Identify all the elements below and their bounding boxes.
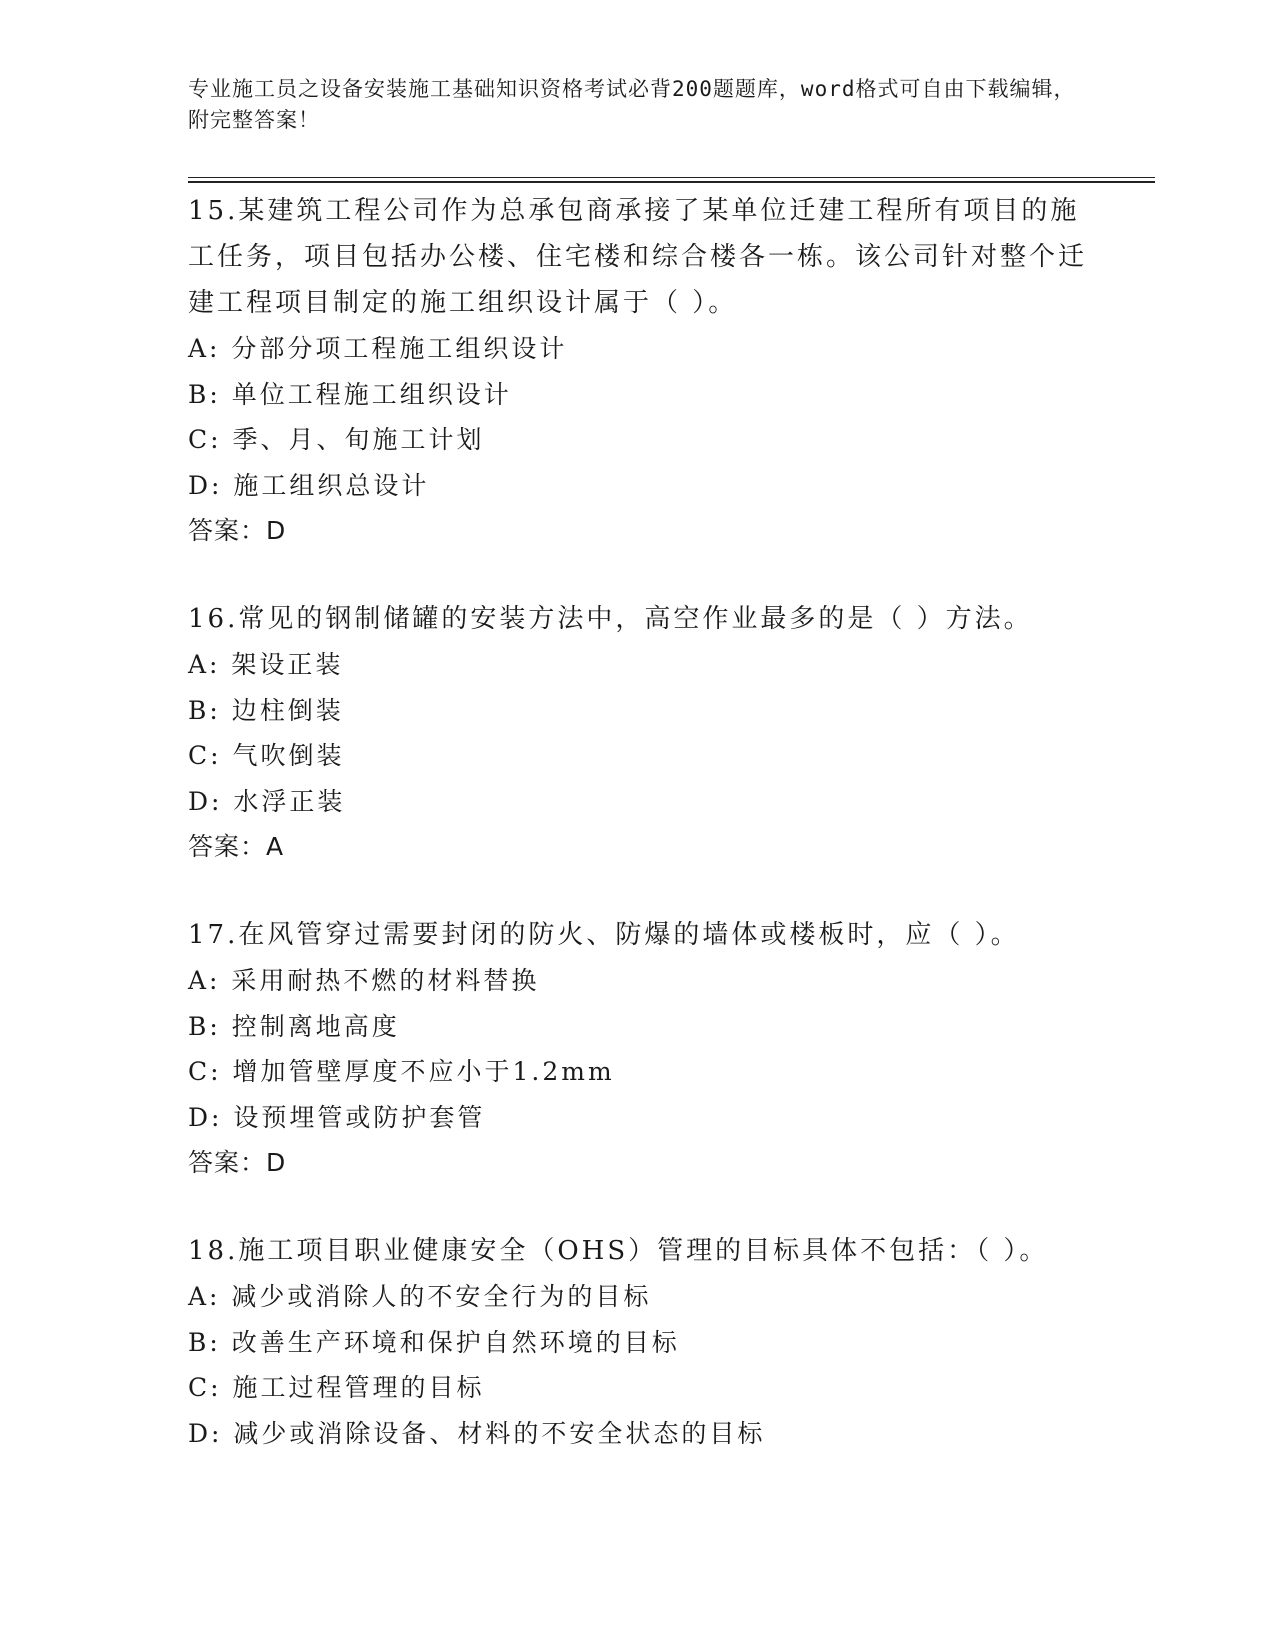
option-b: B: 改善生产环境和保护自然环境的目标 <box>188 1327 680 1357</box>
question-17 <box>188 912 1088 1186</box>
answer-line: 答案：D <box>188 516 287 545</box>
option-d: D: 减少或消除设备、材料的不安全状态的目标 <box>188 1418 766 1448</box>
option-b: B: 单位工程施工组织设计 <box>188 379 512 409</box>
option-d: D: 施工组织总设计 <box>188 470 430 500</box>
question-list <box>188 188 1088 1498</box>
option-c: C: 增加管壁厚度不应小于1.2mm <box>188 1057 615 1086</box>
option-c: C: 施工过程管理的目标 <box>188 1373 485 1402</box>
question-stem: 15.某建筑工程公司作为总承包商承接了某单位迁建工程所有项目的施工任务，项目包括办公楼、住宅楼和综合楼各一栋。该公司针对整个迁建工程项目制定的施工组织设计属于（ ）。 <box>188 196 1088 318</box>
option-d: D: 水浮正装 <box>188 786 346 816</box>
option-c: C: 气吹倒装 <box>188 741 345 770</box>
question-stem: 17.在风管穿过需要封闭的防火、防爆的墙体或楼板时，应（ ）。 <box>188 920 1020 950</box>
option-b: B: 控制离地高度 <box>188 1011 400 1041</box>
option-d: D: 设预埋管或防护套管 <box>188 1102 486 1132</box>
option-b: B: 边柱倒装 <box>188 695 344 725</box>
document-header: 专业施工员之设备安装施工基础知识资格考试必背200题题库，word格式可自由下载编辑，附完整答案！ <box>188 77 1076 132</box>
question-stem: 16.常见的钢制储罐的安装方法中，高空作业最多的是（ ）方法。 <box>188 604 1033 634</box>
answer-line: 答案：A <box>188 832 285 861</box>
question-stem: 18.施工项目职业健康安全（OHS）管理的目标具体不包括：（ ）。 <box>188 1236 1049 1266</box>
option-c: C: 季、月、旬施工计划 <box>188 425 485 454</box>
header-divider-thick <box>188 181 1155 183</box>
question-18 <box>188 1228 1088 1456</box>
answer-line: 答案：D <box>188 1148 287 1177</box>
question-16 <box>188 596 1088 870</box>
question-15 <box>188 188 1088 554</box>
header-divider-thin <box>188 177 1155 178</box>
option-a: A: 采用耐热不燃的材料替换 <box>188 966 540 995</box>
option-a: A: 架设正装 <box>188 650 344 679</box>
option-a: A: 减少或消除人的不安全行为的目标 <box>188 1282 652 1311</box>
option-a: A: 分部分项工程施工组织设计 <box>188 334 568 363</box>
